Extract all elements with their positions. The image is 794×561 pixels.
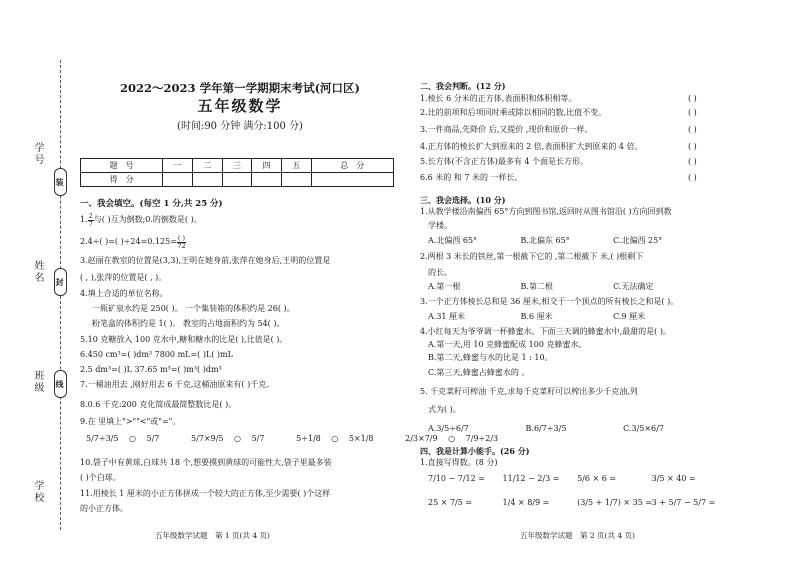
- judge-2: 2.比的前项和后项同时乘或除以相同的数,比值不变。: [420, 108, 607, 117]
- score-input-cell[interactable]: [222, 173, 252, 187]
- score-table-cell: 三: [222, 159, 252, 173]
- choice-1-a: 1.从教学楼沿南偏西 65°方向到图书馆,返回时从图书馆沿( )方向回到教: [420, 207, 672, 216]
- calc-item[interactable]: 3/5 × 40 =: [651, 474, 696, 483]
- option-b[interactable]: B.北偏东 65°: [520, 236, 570, 245]
- score-input-cell[interactable]: [281, 173, 311, 187]
- question-10-b: ( )个白球。: [80, 473, 121, 482]
- section-1-title: 一、我会填空。(每空 1 分,共 25 分): [80, 199, 223, 209]
- binding-strip: [8, 60, 68, 530]
- question-4-b: 粉笔盒的体积约是 1( )。 教室的占地面积约为 54( )。: [92, 319, 285, 328]
- choice-1-b: 学楼。: [428, 221, 452, 230]
- section-4-title: 四、我是计算小能手。(26 分): [420, 446, 530, 456]
- score-table-score-row: [81, 173, 394, 187]
- judge-3: 3.一件商品,先降价 后,又提价 ,现价和原价一样。: [420, 125, 593, 134]
- calc-item[interactable]: (3/5 + 1/7) × 35 =: [577, 498, 653, 507]
- calc-item[interactable]: 11/12 − 2/3 =: [502, 474, 560, 483]
- question-5: 5.10 克糖放入 100 克水中,糖和糖水的比是( ),比值是( )。: [80, 335, 288, 344]
- question-2: 2.4÷( )=( )÷24=0.125= $\frac{( )}{72}$: [80, 234, 186, 250]
- score-table: [80, 158, 394, 187]
- score-table-header-row: [81, 159, 394, 173]
- choice-3: 3.一个正方体棱长总和是 36 厘米,相交于一个顶点的所有棱长之和是( )。: [420, 297, 679, 306]
- score-table-cell: 五: [281, 159, 311, 173]
- judge-5: 5.长方体(不含正方体)最多有 4 个面是长方形。: [420, 157, 589, 166]
- score-table-cell: 总 分: [311, 159, 393, 173]
- calc-item[interactable]: 3 + 5/7 − 5/7 =: [651, 498, 716, 507]
- score-input-cell[interactable]: [252, 173, 282, 187]
- choice-2-options: [420, 282, 720, 293]
- exam-title: 2022～2023 学年第一学期期末考试(河口区): [120, 81, 360, 95]
- question-3-line-1: 3.赵丽在教室的位置是(3,3),王明在她身前,张萍在她身后,王明的位置是: [80, 256, 331, 265]
- section-3-title: 三、我会选择。(10 分): [420, 195, 506, 205]
- choice-4-option-b[interactable]: B.第二天,蜂蜜与水的比是 1 : 10。: [428, 353, 553, 362]
- score-table-cell: 题 号: [81, 159, 163, 173]
- choice-5-a: 5. 千克菜籽可榨油 千克,求每千克菜籽可以榨出多少千克油,列: [420, 387, 638, 396]
- question-7: 7.一桶油用去 ,刚好用去 6 千克,这桶油原来有( )千克。: [80, 380, 275, 389]
- calc-item[interactable]: 25 × 7/5 =: [428, 498, 473, 507]
- question-10-a: 10.袋子中有黄球,白球共 18 个,想要摸到黄球的可能性大,袋子里最多装: [80, 458, 332, 467]
- question-9: 9.在 里填上">""<"或"="。: [80, 417, 181, 426]
- judge-answer-5[interactable]: ( ): [688, 157, 697, 166]
- section-2-title: 二、我会判断。(12 分): [420, 81, 506, 91]
- option-b[interactable]: B.6 厘米: [520, 312, 553, 321]
- choice-2-a: 2.两根 3 米长的铁丝,第一根截下它的 ,第二根截下 米,( )根剩下: [420, 252, 644, 261]
- score-table-cell: 得 分: [81, 173, 163, 187]
- binding-label-student-id: 学号: [32, 142, 43, 166]
- compare-item[interactable]: 5÷1/8 ○ 5×1/8: [296, 434, 374, 443]
- option-c[interactable]: C.9 厘米: [613, 312, 646, 321]
- choice-4-option-a[interactable]: A.第一天,用 10 克蜂蜜配成 100 克蜂蜜水。: [428, 340, 587, 349]
- binding-label-name: 姓名: [32, 260, 43, 284]
- calc-intro: 1.直接写得数。(8 分): [420, 458, 498, 467]
- question-4: 4.填上合适的单位名称。: [80, 289, 168, 298]
- score-input-cell[interactable]: [163, 173, 193, 187]
- judge-4: 4.正方体的棱长扩大到原来的 2 倍,表面积扩大到原来的 4 倍。: [420, 142, 643, 151]
- option-c[interactable]: C.3/5×6/7: [623, 424, 664, 433]
- choice-2-b: 的长。: [428, 268, 452, 277]
- question-4-a: 一瓶矿泉水约是 250( )。 一个集装箱的体积约是 26( )。: [92, 304, 295, 313]
- choice-5-b: 式为( )。: [428, 405, 461, 414]
- fraction: $\frac{( )}{72}$: [177, 234, 186, 250]
- binding-seal-xian: 线: [54, 370, 67, 398]
- judge-answer-6[interactable]: ( ): [688, 173, 697, 182]
- choice-3-options: [420, 312, 720, 323]
- calc-item[interactable]: 1/4 × 8/9 =: [502, 498, 550, 507]
- score-input-cell[interactable]: [311, 173, 393, 187]
- section-1: [80, 194, 402, 209]
- score-table-cell: 二: [193, 159, 223, 173]
- option-c[interactable]: C.无法确定: [613, 282, 654, 291]
- footer-page-2: 五年级数学试题 第 2 页(共 4 页): [520, 531, 635, 540]
- calc-row-1: [420, 474, 720, 485]
- option-b[interactable]: B.第二根: [520, 282, 553, 291]
- judge-answer-4[interactable]: ( ): [688, 142, 697, 151]
- question-6-b: 2.5 dm³=( )L 37.65 m³=( )m³( )dm³: [80, 365, 222, 374]
- compare-item[interactable]: 5/7÷3/5 ○ 5/7: [86, 434, 160, 443]
- option-b[interactable]: B.6/7÷3/5: [525, 424, 567, 433]
- option-a[interactable]: A.3/5÷6/7: [428, 424, 469, 433]
- option-a[interactable]: A.第一根: [428, 282, 461, 291]
- fraction: $\frac{2}{7}$: [88, 212, 93, 228]
- binding-seal-zhuang: 装: [54, 168, 67, 196]
- question-1: 1. $\frac{2}{7}$ 与( )互为倒数;0.的倒数是( )。: [80, 212, 202, 228]
- calc-item[interactable]: 5/6 × 6 =: [577, 474, 617, 483]
- compare-item[interactable]: 2/3×7/9 ○ 7/9÷2/3: [405, 434, 499, 443]
- choice-1-options: [420, 236, 720, 247]
- score-table-cell: 一: [163, 159, 193, 173]
- footer-page-1: 五年级数学试题 第 1 页(共 4 页): [155, 531, 270, 540]
- choice-4-option-c[interactable]: C.第三天,蜂蜜占蜂蜜水的 。: [428, 368, 530, 377]
- judge-1: 1.棱长 6 分米的正方体,表面积和体积相等。: [420, 94, 577, 103]
- option-c[interactable]: C.北偏西 25°: [613, 236, 663, 245]
- judge-answer-3[interactable]: ( ): [688, 125, 697, 134]
- choice-5-options: [420, 424, 720, 435]
- binding-label-class: 班级: [32, 370, 43, 394]
- binding-seal-feng: 封: [54, 268, 67, 296]
- question-8: 8.0.6 千克:200 克化简成最简整数比是( )。: [80, 400, 237, 409]
- question-3-line-2: ( , ),张萍的位置是( , )。: [80, 273, 167, 282]
- question-6-a: 6.450 cm³=( )dm³ 7800 mL=( )L( )mL: [80, 350, 233, 359]
- judge-answer-1[interactable]: ( ): [688, 94, 697, 103]
- compare-item[interactable]: 5/7×9/5 ○ 5/7: [191, 434, 265, 443]
- exam-subject: 五年级数学: [197, 97, 283, 115]
- judge-answer-2[interactable]: ( ): [688, 108, 697, 117]
- option-a[interactable]: A.31 厘米: [428, 312, 466, 321]
- judge-6: 6.6 米的 和 7 米的 一样长。: [420, 173, 523, 182]
- score-table-cell: 四: [252, 159, 282, 173]
- exam-info: (时间:90 分钟 满分:100 分): [177, 121, 303, 132]
- score-input-cell[interactable]: [193, 173, 223, 187]
- calc-item[interactable]: 7/10 − 7/12 =: [428, 474, 485, 483]
- choice-4: 4.小红每天为爷爷调一杯蜂蜜水。下面三天调的蜂蜜水中,最甜的是( )。: [420, 327, 671, 336]
- option-a[interactable]: A.北偏西 65°: [428, 236, 478, 245]
- calc-row-2: [420, 498, 720, 509]
- question-9-items: [80, 434, 499, 445]
- question-11-b: 的小正方体。: [80, 504, 128, 513]
- question-11-a: 11.用棱长 1 厘米的小正方体拼成一个较大的正方体,至少需要( )个这样: [80, 489, 331, 498]
- binding-label-school: 学校: [32, 480, 43, 504]
